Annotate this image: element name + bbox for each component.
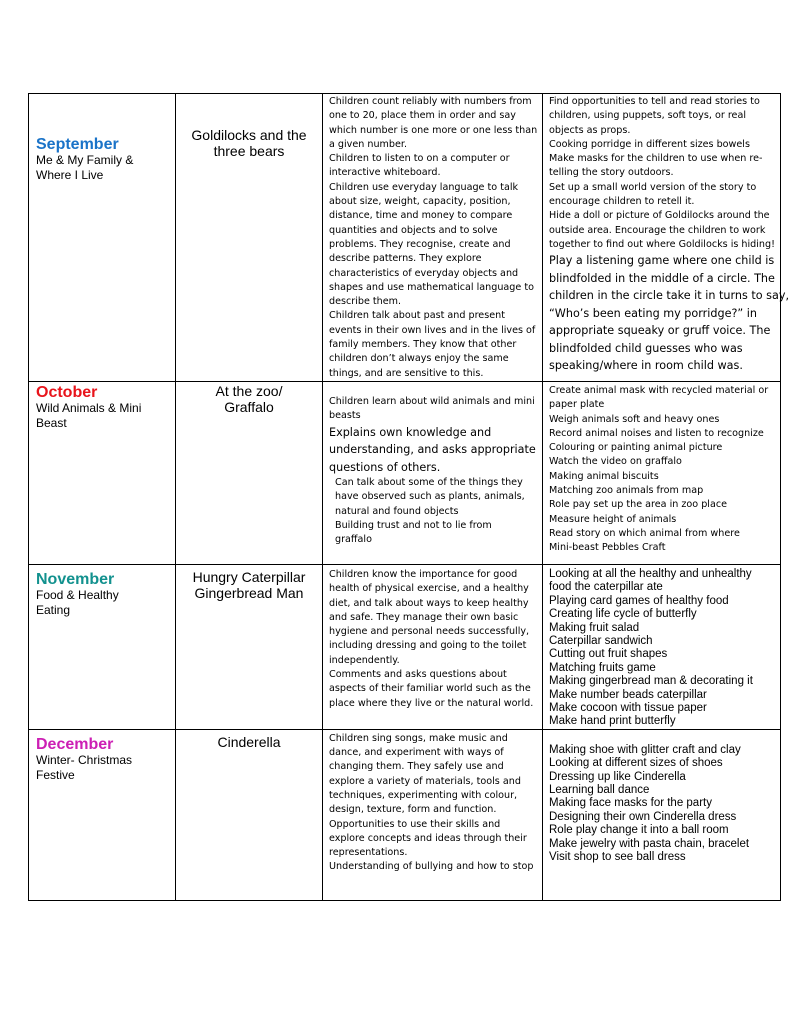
learning-line: about size, weight, capacity, position, <box>329 196 511 208</box>
learning-line: explore concepts and ideas through their <box>329 832 527 844</box>
learning-line: family members. They know that other <box>329 339 517 351</box>
activities-cell <box>543 381 781 564</box>
table-row <box>29 729 781 900</box>
activity-line: Measure height of animals <box>549 513 677 525</box>
learning-line: questions of others. <box>329 460 441 474</box>
learning-line: things, and are sensitive to this. <box>329 367 484 379</box>
story-cell <box>176 381 323 564</box>
learning-line: graffalo <box>335 534 372 546</box>
month-cell <box>29 564 176 729</box>
story-title: three bears <box>213 143 285 159</box>
activity-line: Record animal noises and listen to recognize <box>549 427 764 439</box>
activity-line: Cooking porridge in different sizes bowels <box>549 138 750 150</box>
activity-line: Set up a small world version of the story to <box>549 181 757 193</box>
learning-line: hygiene and personal needs successfully, <box>329 626 530 638</box>
activity-line: Play a listening game where one child is <box>549 254 775 268</box>
month-cell <box>29 729 176 900</box>
activity-line: Making gingerbread man & decorating it <box>549 675 753 688</box>
planning-table <box>28 93 789 901</box>
learning-line: shapes and use mathematical language to <box>329 281 534 293</box>
learning-line: Children count reliably with numbers from <box>329 96 532 107</box>
learning-line: Understanding of bullying and how to stop <box>329 861 534 873</box>
activity-line: Looking at all the healthy and unhealthy <box>549 567 752 580</box>
story-cell <box>176 729 323 900</box>
learning-line: have observed such as plants, animals, <box>335 491 525 503</box>
activity-line: children, using puppets, soft toys, or real <box>549 110 747 122</box>
learning-cell <box>323 729 543 900</box>
activity-line: Making animal biscuits <box>549 470 659 482</box>
learning-cell <box>323 564 543 729</box>
month-title: October <box>36 383 98 401</box>
activity-line: paper plate <box>549 399 605 411</box>
learning-line: including dressing and going to the toilet <box>329 640 527 652</box>
activity-line: Make hand print butterfly <box>549 715 676 728</box>
activity-line: together to find out where Goldilocks is hiding! <box>549 238 775 250</box>
activity-line: speaking/where in room child was. <box>549 359 743 373</box>
learning-line: understanding, and asks appropriate <box>329 443 536 457</box>
activities-cell <box>543 564 781 729</box>
activity-line: Designing their own Cinderella dress <box>549 810 737 823</box>
learning-line: events in their own lives and in the lives of <box>329 324 536 336</box>
activity-line: Making fruit salad <box>549 621 640 634</box>
activity-line: Make number beads caterpillar <box>549 688 707 701</box>
activity-line: Looking at different sizes of shoes <box>549 757 723 770</box>
activity-line: Making face masks for the party <box>549 797 712 810</box>
learning-line: changing them. They safely use and <box>329 761 504 773</box>
activity-line: Visit shop to see ball dress <box>549 851 686 864</box>
activity-line: Read story on which animal from where <box>549 527 740 539</box>
learning-line: representations. <box>329 847 408 859</box>
learning-line: problems. They recognise, create and <box>329 238 511 250</box>
learning-line: place where they live or the natural world. <box>329 697 534 709</box>
activity-line: Cutting out fruit shapes <box>549 648 668 661</box>
activity-line: Learning ball dance <box>549 784 650 797</box>
theme-line: Food & Healthy <box>36 587 119 602</box>
activity-line: Hide a doll or picture of Goldilocks around the <box>549 210 770 222</box>
month-title: December <box>36 735 114 753</box>
learning-line: Can talk about some of the things they <box>335 477 523 489</box>
table-row <box>29 381 781 564</box>
activity-line: Playing card games of healthy food <box>549 594 729 607</box>
learning-line: characteristics of everyday objects and <box>329 267 519 279</box>
theme-line: Winter- Christmas <box>36 752 133 767</box>
learning-line: describe them. <box>329 296 402 308</box>
activity-line: Dressing up like Cinderella <box>549 770 686 783</box>
activity-line: Creating life cycle of butterfly <box>549 608 697 621</box>
activities-cell <box>543 729 781 900</box>
learning-line: Children learn about wild animals and mini <box>329 395 535 407</box>
story-title: Graffalo <box>224 398 274 415</box>
activity-line: Role pay set up the area in zoo place <box>549 499 728 511</box>
learning-line: Explains own knowledge and <box>329 425 492 439</box>
story-cell <box>176 94 323 382</box>
learning-line: interactive whiteboard. <box>329 167 441 179</box>
learning-line: independently. <box>329 654 400 666</box>
activity-line: encourage children to retell it. <box>549 196 695 208</box>
activity-line: Watch the video on graffalo <box>549 456 682 468</box>
learning-line: a given number. <box>329 138 408 150</box>
learning-line: Opportunities to use their skills and <box>329 818 501 830</box>
activity-line: Make cocoon with tissue paper <box>549 702 707 714</box>
learning-cell <box>323 381 543 564</box>
activity-line: Role play change it into a ball room <box>549 824 729 837</box>
activity-line: food the caterpillar ate <box>549 581 663 594</box>
learning-line: and safe. They manage their own basic <box>329 611 519 623</box>
month-title: November <box>36 570 115 588</box>
activity-line: blindfolded child guesses who was <box>549 341 743 355</box>
story-cell <box>176 564 323 729</box>
activity-line: Create animal mask with recycled material or <box>549 384 769 396</box>
learning-line: Children sing songs, make music and <box>329 732 508 744</box>
activity-line: Matching fruits game <box>549 661 656 674</box>
learning-line: techniques, experimenting with colour, <box>329 790 518 801</box>
activity-line: objects as props. <box>549 124 631 136</box>
activity-line: Colouring or painting animal picture <box>549 442 723 454</box>
story-title: Goldilocks and the <box>191 127 307 143</box>
activity-line: blindfolded in the middle of a circle. The <box>549 271 775 285</box>
activity-line: Make masks for the children to use when re- <box>549 153 763 165</box>
learning-line: natural and found objects <box>335 505 459 517</box>
learning-line: health of physical exercise, and a healthy <box>329 583 529 595</box>
activity-line: Make jewelry with pasta chain, bracelet <box>549 837 750 850</box>
story-title: Hungry Caterpillar <box>192 568 306 585</box>
learning-line: Children use everyday language to talk <box>329 181 519 193</box>
activities-cell <box>543 94 789 382</box>
story-title: Cinderella <box>217 733 281 750</box>
theme-line: Where I Live <box>36 168 104 182</box>
month-title: September <box>36 136 119 153</box>
table-row <box>29 564 781 729</box>
activity-line: Weigh animals soft and heavy ones <box>549 413 720 425</box>
theme-line: Festive <box>36 767 75 782</box>
learning-line: Children to listen to on a computer or <box>329 153 510 165</box>
activity-line: telling the story outdoors. <box>549 167 674 179</box>
theme-line: Wild Animals & Mini <box>36 400 142 415</box>
learning-line: which number is one more or one less than <box>329 124 538 136</box>
activity-line: “Who’s been eating my porridge?” in <box>549 306 757 320</box>
learning-line: Comments and asks questions about <box>329 669 507 681</box>
learning-line: aspects of their familiar world such as the <box>329 683 531 695</box>
learning-line: dance, and experiment with ways of <box>329 747 504 759</box>
learning-line: one to 20, place them in order and say <box>329 110 516 122</box>
learning-line: quantities and objects and to solve <box>329 224 498 236</box>
table-row <box>29 94 781 382</box>
activity-line: Matching zoo animals from map <box>549 485 704 497</box>
activity-line: Mini-beast Pebbles Craft <box>549 542 666 554</box>
learning-line: explore a variety of materials, tools and <box>329 775 521 787</box>
activity-line: children in the circle take it in turns to say, <box>549 289 789 303</box>
story-title: At the zoo/ <box>215 382 283 399</box>
story-title: Gingerbread Man <box>194 584 304 601</box>
learning-line: diet, and talk about ways to keep healthy <box>329 597 529 609</box>
learning-line: Children talk about past and present <box>329 310 505 322</box>
activity-line: appropriate squeaky or gruff voice. The <box>549 324 771 338</box>
learning-line: Building trust and not to lie from <box>335 519 492 531</box>
activity-line: Find opportunities to tell and read stories to <box>549 96 760 107</box>
learning-line: Children know the importance for good <box>329 568 518 580</box>
theme-line: Me & My Family & <box>36 153 134 167</box>
activity-line: Caterpillar sandwich <box>549 634 653 647</box>
month-cell <box>29 381 176 564</box>
learning-line: describe patterns. They explore <box>329 253 482 265</box>
learning-cell <box>323 94 543 382</box>
activity-line: Making shoe with glitter craft and clay <box>549 743 741 756</box>
month-cell <box>29 94 176 382</box>
learning-line: distance, time and money to compare <box>329 210 513 222</box>
theme-line: Beast <box>36 415 67 430</box>
theme-line: Eating <box>36 602 71 617</box>
learning-line: beasts <box>329 410 361 422</box>
learning-line: design, texture, form and function. <box>329 804 497 816</box>
activity-line: outside area. Encourage the children to work <box>549 224 766 236</box>
learning-line: children don’t always enjoy the same <box>329 353 509 365</box>
